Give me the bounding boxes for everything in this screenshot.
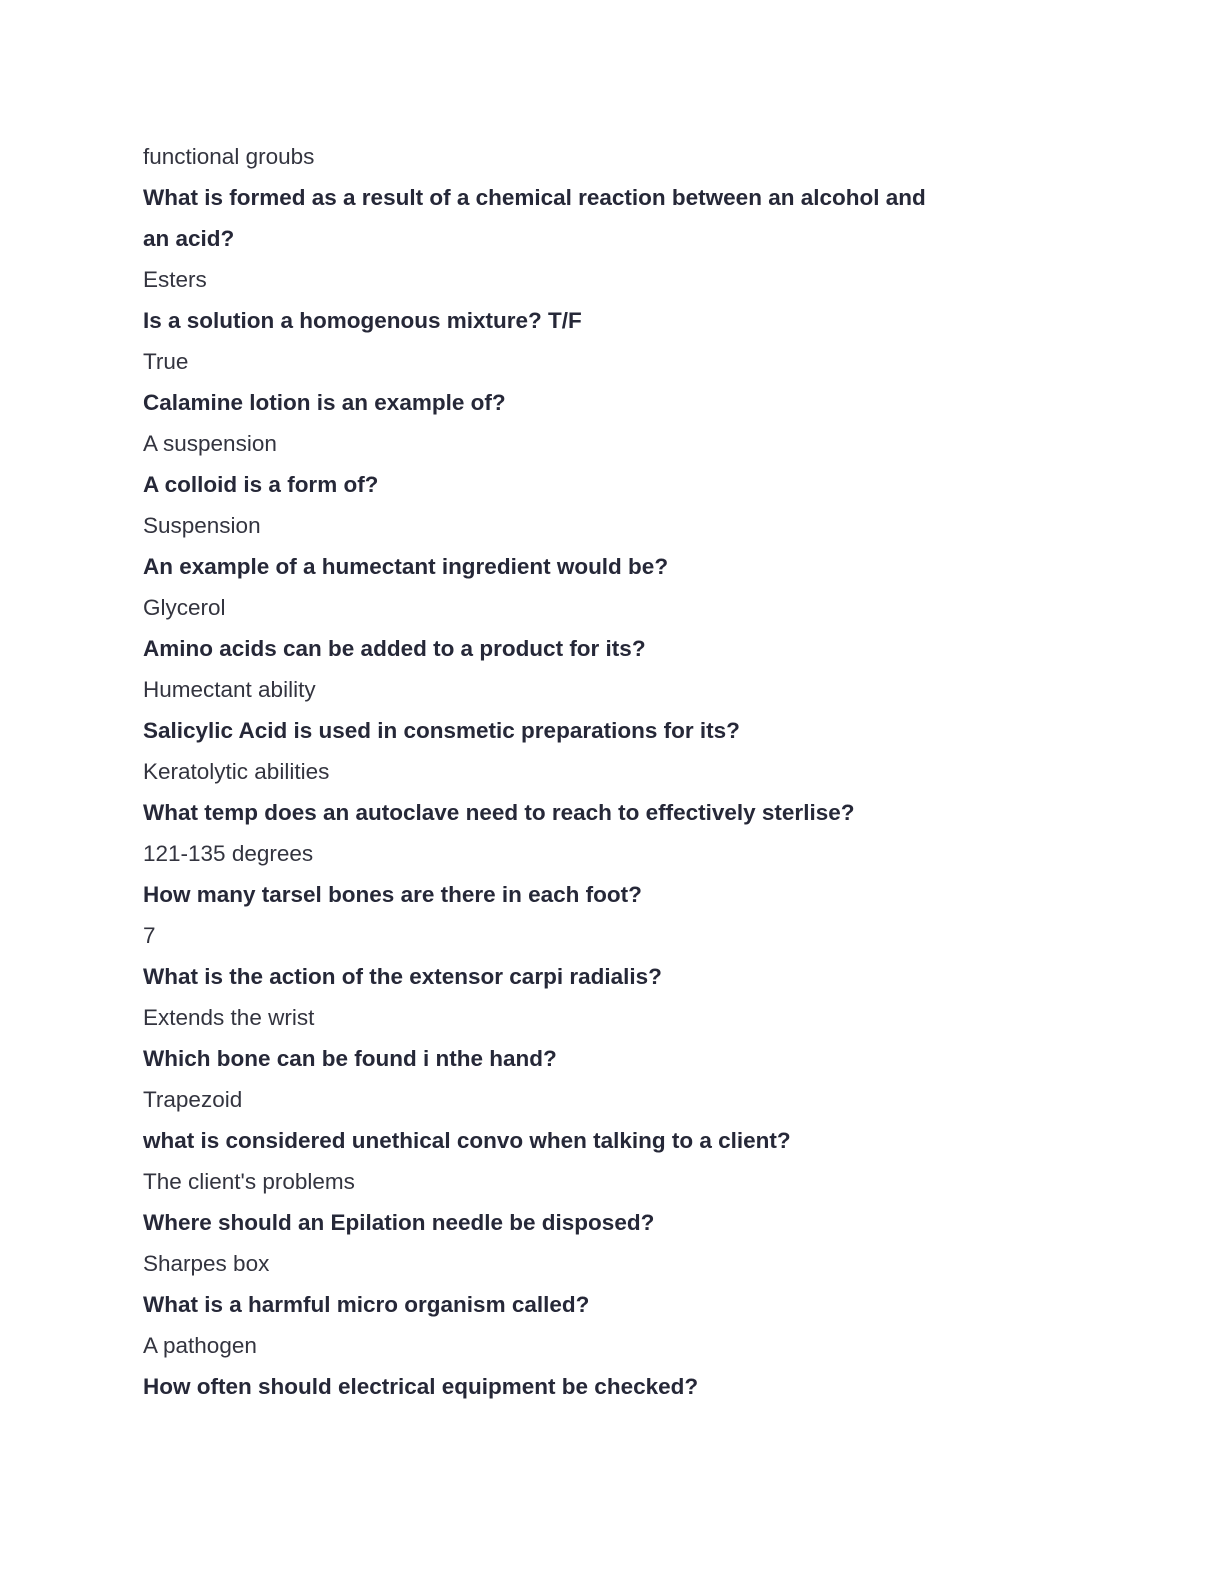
question-3: Calamine lotion is an example of? bbox=[143, 390, 506, 415]
question-4: A colloid is a form of? bbox=[143, 472, 379, 497]
answer-8: 121-135 degrees bbox=[143, 841, 314, 866]
question-1-line-2: an acid? bbox=[143, 226, 235, 251]
question-14: What is a harmful micro organism called? bbox=[143, 1292, 590, 1317]
question-7: Salicylic Acid is used in consmetic preparations for its? bbox=[143, 718, 740, 743]
question-9: How many tarsel bones are there in each foot? bbox=[143, 882, 642, 907]
answer-14: A pathogen bbox=[143, 1333, 257, 1358]
answer-4: Suspension bbox=[143, 513, 261, 538]
question-10: What is the action of the extensor carpi radialis? bbox=[143, 964, 662, 989]
answer-10: Extends the wrist bbox=[143, 1005, 315, 1030]
answer-5: Glycerol bbox=[143, 595, 226, 620]
question-5: An example of a humectant ingredient would be? bbox=[143, 554, 669, 579]
question-13: Where should an Epilation needle be disposed? bbox=[143, 1210, 655, 1235]
answer-2: True bbox=[143, 349, 189, 374]
question-12: what is considered unethical convo when talking to a client? bbox=[143, 1128, 791, 1153]
question-1-line-1: What is formed as a result of a chemical reaction between an alcohol and bbox=[143, 185, 926, 210]
answer-7: Keratolytic abilities bbox=[143, 759, 330, 784]
question-15: How often should electrical equipment be checked? bbox=[143, 1374, 699, 1399]
answer-12: The client's problems bbox=[143, 1169, 355, 1194]
intro-answer: functional groubs bbox=[143, 144, 315, 169]
answer-1: Esters bbox=[143, 267, 207, 292]
answer-3: A suspension bbox=[143, 431, 277, 456]
answer-13: Sharpes box bbox=[143, 1251, 270, 1276]
answer-6: Humectant ability bbox=[143, 677, 316, 702]
question-2: Is a solution a homogenous mixture? T/F bbox=[143, 308, 582, 333]
question-8: What temp does an autoclave need to reach to effectively sterlise? bbox=[143, 800, 855, 825]
question-11: Which bone can be found i nthe hand? bbox=[143, 1046, 557, 1071]
question-6: Amino acids can be added to a product for its? bbox=[143, 636, 646, 661]
answer-9: 7 bbox=[143, 923, 156, 948]
answer-11: Trapezoid bbox=[143, 1087, 243, 1112]
document-page bbox=[143, 136, 1043, 1407]
